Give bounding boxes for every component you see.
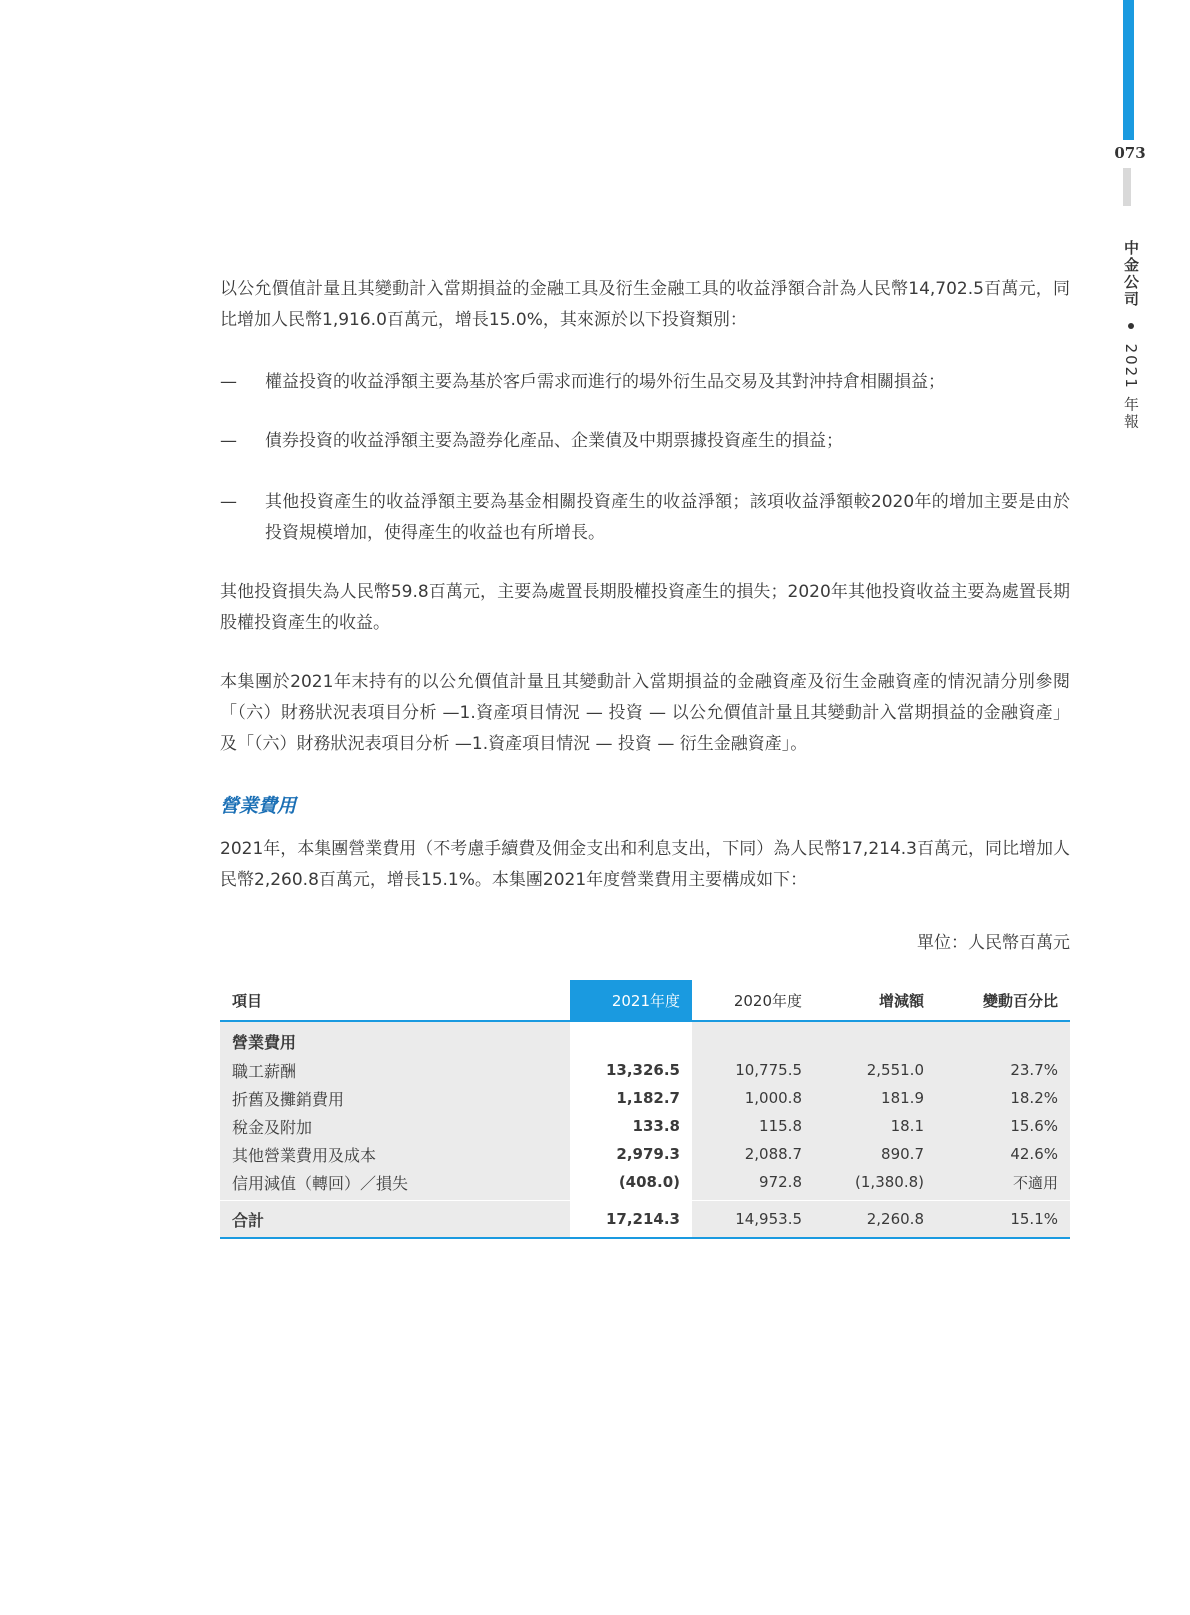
row-2020: 10,775.5 bbox=[692, 1056, 814, 1084]
row-label: 職工薪酬 bbox=[220, 1056, 570, 1084]
row-change: 18.1 bbox=[814, 1112, 936, 1140]
reference-block bbox=[220, 667, 1070, 760]
row-2021: (408.0) bbox=[570, 1168, 692, 1196]
table-row bbox=[220, 1084, 1070, 1112]
row-label: 其他營業費用及成本 bbox=[220, 1140, 570, 1168]
header-2021: 2021年度 bbox=[570, 980, 692, 1021]
bullet-equity bbox=[220, 367, 1070, 398]
page-number: 073 bbox=[1114, 144, 1146, 162]
row-2020: 972.8 bbox=[692, 1168, 814, 1196]
row-pct: 42.6% bbox=[936, 1140, 1070, 1168]
row-2021: 133.8 bbox=[570, 1112, 692, 1140]
total-pct: 15.1% bbox=[936, 1201, 1070, 1239]
header-item: 項目 bbox=[232, 991, 263, 1010]
total-label: 合計 bbox=[220, 1201, 570, 1239]
group-label: 營業費用 bbox=[220, 1026, 570, 1056]
header-change: 增減額 bbox=[878, 991, 924, 1010]
row-2021: 1,182.7 bbox=[570, 1084, 692, 1112]
bullet-text: 其他投資產生的收益淨額主要為基金相關投資產生的收益淨額；該項收益淨額較2020年的增加主要是由於投資規模增加，使得產生的收益也有所增長。 bbox=[265, 492, 1070, 543]
row-2020: 115.8 bbox=[692, 1112, 814, 1140]
other-loss-block bbox=[220, 577, 1070, 639]
bullet-bond bbox=[220, 426, 1070, 457]
unit-label: 單位：人民幣百萬元 bbox=[917, 933, 1070, 953]
operating-expenses-table bbox=[220, 980, 1070, 1239]
intro-paragraph: 以公允價值計量且其變動計入當期損益的金融工具及衍生金融工具的收益淨額合計為人民幣14,702.5百萬元，同比增加人民幣1,916.0百萬元，增長15.0%，其來源於以下投資類別： bbox=[220, 279, 1070, 330]
side-divider-bar bbox=[1123, 168, 1131, 206]
section-paragraph: 2021年，本集團營業費用（不考慮手續費及佣金支出和利息支出，下同）為人民幣17,214.3百萬元，同比增加人民幣2,260.8百萬元，增長15.1%。本集團2021年度營業費用主要構成如下： bbox=[220, 839, 1070, 890]
table-row bbox=[220, 1112, 1070, 1140]
row-change: 2,551.0 bbox=[814, 1056, 936, 1084]
row-2020: 1,000.8 bbox=[692, 1084, 814, 1112]
other-loss-paragraph: 其他投資損失為人民幣59.8百萬元，主要為處置長期股權投資產生的損失；2020年其他投資收益主要為處置長期股權投資產生的收益。 bbox=[220, 582, 1070, 633]
row-pct: 18.2% bbox=[936, 1084, 1070, 1112]
row-label: 稅金及附加 bbox=[220, 1112, 570, 1140]
table-total-row bbox=[220, 1201, 1070, 1239]
side-running-header bbox=[1116, 240, 1142, 431]
bullet-text: 權益投資的收益淨額主要為基於客戶需求而進行的場外衍生品交易及其對沖持倉相關損益； bbox=[265, 372, 945, 392]
header-pct: 變動百分比 bbox=[982, 991, 1058, 1010]
intro-block bbox=[220, 274, 1070, 336]
total-2021: 17,214.3 bbox=[570, 1201, 692, 1239]
section-block bbox=[220, 834, 1070, 896]
table-header-row bbox=[220, 980, 1070, 1021]
row-2021: 2,979.3 bbox=[570, 1140, 692, 1168]
row-pct: 23.7% bbox=[936, 1056, 1070, 1084]
table-row bbox=[220, 1056, 1070, 1084]
bullet-other bbox=[220, 487, 1070, 549]
row-label: 折舊及攤銷費用 bbox=[220, 1084, 570, 1112]
reference-paragraph: 本集團於2021年末持有的以公允價值計量且其變動計入當期損益的金融資產及衍生金融資產的情況請分別參閱「（六）財務狀況表項目分析 —1.資產項目情況 — 投資 — 以公允價值計量且其變動計入當期損益的金融資產」及「（六）財務狀況表項目分析 —1.資產項目情況 — 投資 — 衍生金融資產」。 bbox=[220, 672, 1070, 754]
bullet-dash: — bbox=[220, 372, 237, 392]
row-pct: 15.6% bbox=[936, 1112, 1070, 1140]
row-label: 信用減值（轉回）／損失 bbox=[220, 1168, 570, 1196]
total-2020: 14,953.5 bbox=[692, 1201, 814, 1239]
table-row bbox=[220, 1168, 1070, 1196]
report-name: 2021 年報 bbox=[1122, 343, 1140, 431]
table-row bbox=[220, 1140, 1070, 1168]
table-group-row bbox=[220, 1026, 1070, 1056]
bullet-dash: — bbox=[220, 492, 237, 512]
bullet-dash: — bbox=[220, 431, 237, 451]
side-accent-bar bbox=[1123, 0, 1134, 140]
section-title: 營業費用 bbox=[220, 795, 297, 817]
row-pct: 不適用 bbox=[936, 1168, 1070, 1196]
row-change: 181.9 bbox=[814, 1084, 936, 1112]
row-change: (1,380.8) bbox=[814, 1168, 936, 1196]
company-name: 中金公司 bbox=[1122, 240, 1140, 308]
total-change: 2,260.8 bbox=[814, 1201, 936, 1239]
separator-dot bbox=[1128, 323, 1134, 329]
row-2020: 2,088.7 bbox=[692, 1140, 814, 1168]
row-2021: 13,326.5 bbox=[570, 1056, 692, 1084]
bullet-text: 債券投資的收益淨額主要為證券化產品、企業債及中期票據投資產生的損益； bbox=[265, 431, 843, 451]
header-2020: 2020年度 bbox=[733, 991, 802, 1010]
row-change: 890.7 bbox=[814, 1140, 936, 1168]
